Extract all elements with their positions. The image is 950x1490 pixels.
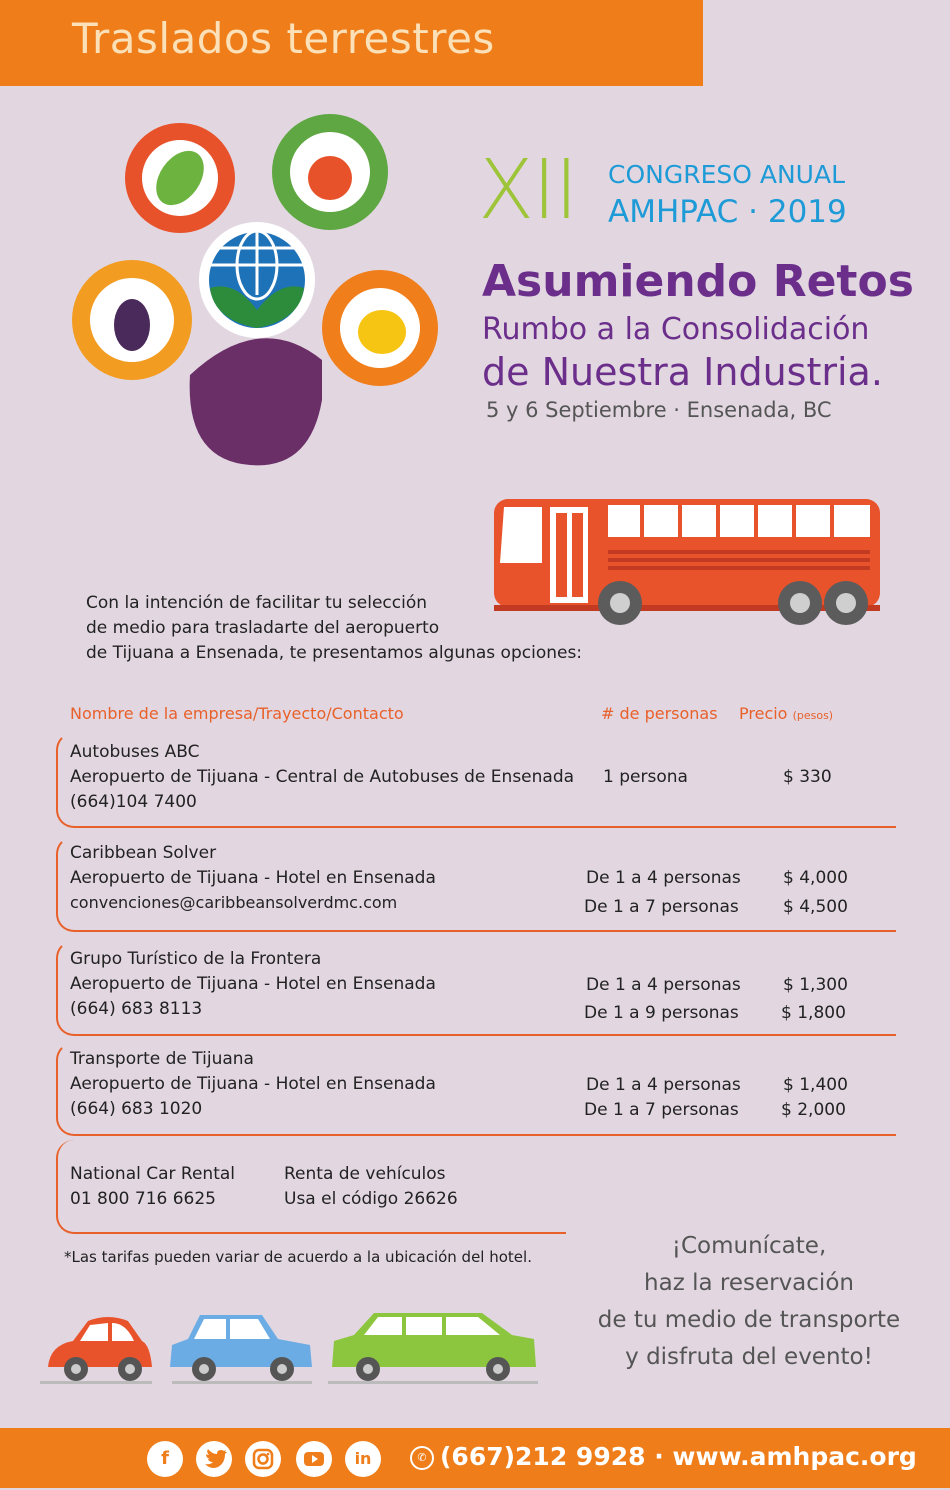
- call-to-action: [580, 1228, 918, 1376]
- rental-phone[interactable]: 01 800 716 6625: [70, 1189, 217, 1209]
- row-contact[interactable]: (664) 683 8113: [70, 999, 203, 1019]
- event-numeral: XII: [478, 143, 577, 238]
- rates-note: *Las tarifas pueden variar de acuerdo a la ubicación del hotel.: [64, 1248, 532, 1266]
- header-price-unit: (pesos): [792, 709, 834, 722]
- youtube-icon[interactable]: [296, 1441, 332, 1477]
- row-company: Transporte de Tijuana: [70, 1049, 254, 1069]
- instagram-icon[interactable]: [245, 1441, 281, 1477]
- blue-car-icon: [170, 1315, 312, 1384]
- row-route: Aeropuerto de Tijuana - Hotel en Ensenada: [70, 974, 436, 994]
- red-car-icon: [40, 1317, 152, 1384]
- event-headline: Asumiendo Retos: [482, 256, 914, 307]
- row-price: $ 1,300: [783, 975, 848, 995]
- whatsapp-icon: ✆: [410, 1446, 434, 1470]
- row-company: Caribbean Solver: [70, 843, 217, 863]
- row-route: Aeropuerto de Tijuana - Central de Autobuses de Ensenada: [70, 767, 575, 787]
- row-people: De 1 a 4 personas: [586, 1075, 741, 1095]
- row-people: De 1 a 7 personas: [584, 1100, 739, 1120]
- footer-contact[interactable]: [410, 1442, 917, 1471]
- intro-line1: Con la intención de facilitar tu selección: [86, 593, 428, 613]
- header-company: Nombre de la empresa/Trayecto/Contacto: [70, 704, 404, 723]
- row-route: Aeropuerto de Tijuana - Hotel en Ensenada: [70, 868, 436, 888]
- row-people: 1 persona: [603, 767, 688, 787]
- linkedin-icon[interactable]: in: [345, 1441, 381, 1477]
- event-subline2: de Nuestra Industria.: [482, 350, 883, 394]
- row-route: Aeropuerto de Tijuana - Hotel en Ensenada: [70, 1074, 436, 1094]
- event-subline1: Rumbo a la Consolidación: [482, 312, 870, 347]
- row-price: $ 330: [783, 767, 832, 787]
- cta-line2: haz la reservación: [644, 1270, 854, 1296]
- row-price: $ 4,000: [783, 868, 848, 888]
- row-contact-email[interactable]: convenciones@caribbeansolverdmc.com: [70, 893, 398, 912]
- event-line1: CONGRESO ANUAL: [608, 160, 845, 189]
- intro-text: [86, 591, 646, 666]
- row-contact[interactable]: (664)104 7400: [70, 792, 197, 812]
- row-people: De 1 a 4 personas: [586, 868, 741, 888]
- row-price: $ 2,000: [781, 1100, 846, 1120]
- row-people: De 1 a 4 personas: [586, 975, 741, 995]
- row-price: $ 1,400: [783, 1075, 848, 1095]
- congress-logo: [60, 110, 460, 470]
- header-price-label: Precio: [739, 704, 788, 723]
- row-price: $ 1,800: [781, 1003, 846, 1023]
- rental-company: National Car Rental: [70, 1164, 236, 1184]
- rental-service: Renta de vehículos: [284, 1164, 446, 1184]
- row-company: Autobuses ABC: [70, 742, 200, 762]
- row-price: $ 4,500: [783, 897, 848, 917]
- tomato-icon: [308, 156, 352, 200]
- row-people: De 1 a 9 personas: [584, 1003, 739, 1023]
- header-price: [739, 704, 833, 723]
- event-line2: AMHPAC · 2019: [608, 194, 847, 230]
- row-people: De 1 a 7 personas: [584, 897, 739, 917]
- cta-line3: de tu medio de transporte: [597, 1307, 901, 1333]
- green-car-icon: [328, 1313, 538, 1384]
- header-bar: [0, 0, 703, 86]
- page-title: Traslados terrestres: [72, 14, 495, 63]
- intro-line3: de Tijuana a Ensenada, te presentamos algunas opciones:: [86, 643, 583, 663]
- footer-contact-text: (667)212 9928 · www.amhpac.org: [440, 1442, 917, 1471]
- twitter-icon[interactable]: [196, 1441, 232, 1477]
- pepper-icon: [358, 310, 406, 354]
- row-contact[interactable]: (664) 683 1020: [70, 1099, 203, 1119]
- rental-code: Usa el código 26626: [284, 1189, 458, 1209]
- cta-line1: ¡Comunícate,: [671, 1233, 827, 1259]
- row-company: Grupo Turístico de la Frontera: [70, 949, 322, 969]
- cta-line4: y disfruta del evento!: [625, 1344, 873, 1370]
- facebook-icon[interactable]: f: [147, 1441, 183, 1477]
- intro-line2: de medio para trasladarte del aeropuerto: [86, 618, 440, 638]
- eggplant-icon: [114, 299, 150, 351]
- cars-illustration: [38, 1305, 548, 1395]
- event-date: 5 y 6 Septiembre · Ensenada, BC: [486, 398, 832, 422]
- header-people: # de personas: [601, 704, 718, 723]
